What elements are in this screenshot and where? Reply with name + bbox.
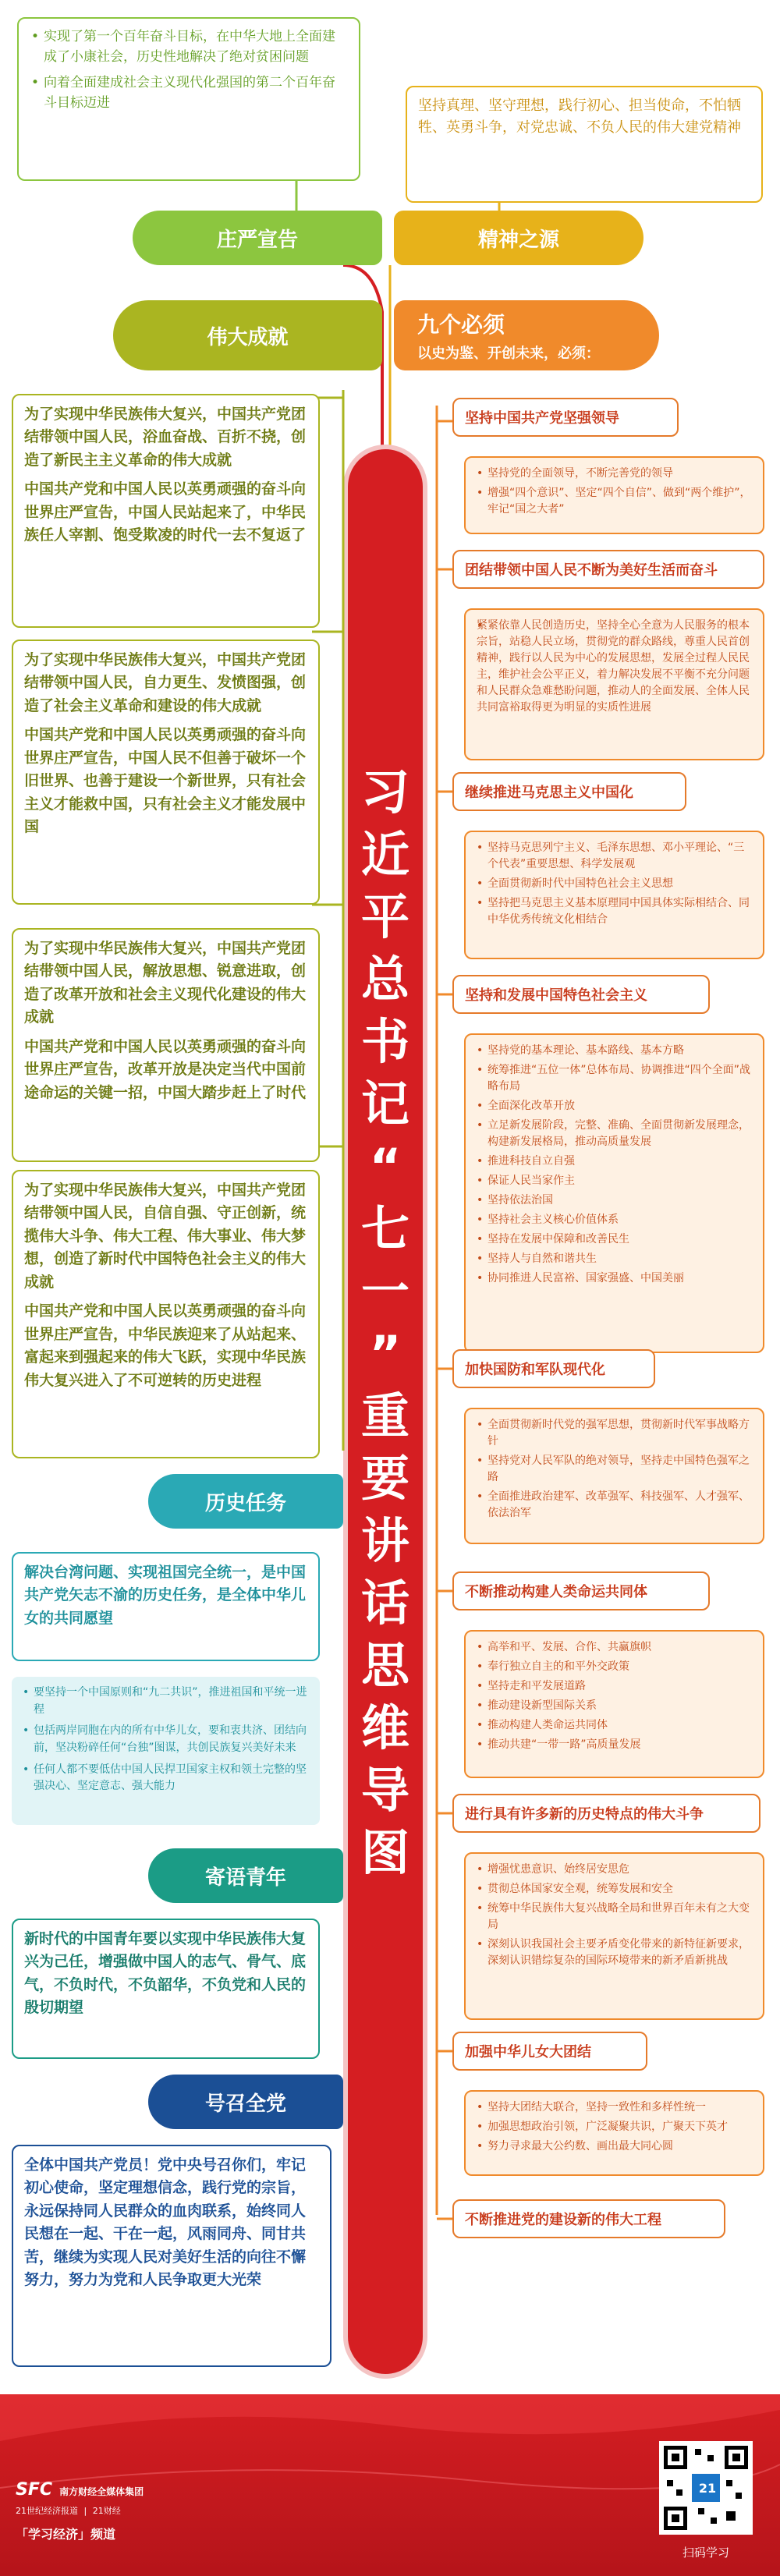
must-4-item: • 协同推进人民富裕、国家强盛、中国美丽: [477, 1270, 752, 1287]
must-4-box: [464, 1033, 764, 1353]
must-8-item: • 努力寻求最大公约数、画出最大同心圆: [477, 2138, 752, 2155]
title-char: 习: [360, 764, 410, 820]
title-char: 平: [360, 888, 410, 945]
must-4-item: • 坚持依法治国: [477, 1192, 752, 1209]
must-4-item: • 统筹推进“五位一体”总体布局、协调推进“四个全面”战略布局: [477, 1062, 752, 1095]
history-list-box: [12, 1677, 320, 1825]
achievement-box-4: [12, 1170, 320, 1458]
must-7-title: 进行具有许多新的历史特点的伟大斗争: [465, 1806, 704, 1823]
pill-achievement-label: 伟大成就: [207, 325, 289, 349]
top-achievement-item: • 向着全面建成社会主义现代化强国的第二个百年奋斗目标迈进: [30, 73, 348, 114]
title-char: 要: [360, 1450, 410, 1507]
title-char: ”: [369, 1325, 402, 1382]
must-3-item: • 全面贯彻新时代中国特色社会主义思想: [477, 876, 752, 892]
title-char: 图: [360, 1824, 410, 1881]
must-4-item: • 坚持社会主义核心价值体系: [477, 1212, 752, 1228]
footer-brand: [16, 2480, 144, 2542]
pill-historical-mission: [148, 1474, 343, 1529]
pill-solemn-label: 庄严宣告: [216, 228, 298, 252]
title-char: 讲: [360, 1512, 410, 1569]
pill-spirit-label: 精神之源: [477, 228, 559, 252]
must-5-item: • 坚持党对人民军队的绝对领导，坚持走中国特色强军之路: [477, 1453, 752, 1486]
nine-musts-subtitle: 以史为鉴、开创未来，必须：: [417, 345, 600, 362]
brand-logo: SFC: [16, 2480, 53, 2500]
must-5-item: • 全面贯彻新时代党的强军思想，贯彻新时代军事战略方针: [477, 1417, 752, 1450]
must-4-item: • 立足新发展阶段，完整、准确、全面贯彻新发展理念，构建新发展格局，推动高质量发展: [477, 1118, 752, 1150]
must-5-heading: [452, 1349, 655, 1388]
must-8-title: 加强中华儿女大团结: [465, 2044, 591, 2060]
must-8-heading: [452, 2032, 647, 2071]
must-1-title: 坚持中国共产党坚强领导: [465, 410, 619, 427]
title-char: 近: [360, 826, 410, 883]
must-4-item: • 坚持党的基本理论、基本路线、基本方略: [477, 1043, 752, 1059]
history-item: • 包括两岸同胞在内的所有中华儿女，要和衷共济、团结向前，坚决粉碎任何“台独”图谋，共创民族复兴美好未来: [23, 1723, 309, 1756]
pill-call-label: 号召全党: [204, 2092, 286, 2116]
must-2-box: [464, 608, 764, 760]
must-7-heading: [452, 1794, 760, 1833]
must-3-item: • 坚持马克思列宁主义、毛泽东思想、邓小平理论、“三个代表”重要思想、科学发展观: [477, 840, 752, 873]
must-4-item: • 坚持人与自然和谐共生: [477, 1251, 752, 1267]
must-4-heading: [452, 975, 710, 1014]
qr-label: 扫码学习: [682, 2546, 729, 2560]
must-2-item: • 紧紧依靠人民创造历史，坚持全心全意为人民服务的根本宗旨，站稳人民立场，贯彻党的群众路线，尊重人民首创精神，践行以人民为中心的发展思想，发展全过程人民民主，维护社会公平正义，着力解决发展不平衡不充分问题和人民群众急难愁盼问题，推动人的全面发展、全体人民共同富裕取得更为明显的实质性进展: [477, 618, 752, 716]
pill-party-call: [148, 2075, 343, 2129]
brand-name: 南方财经全媒体集团: [59, 2486, 144, 2497]
must-6-item: • 推动构建人类命运共同体: [477, 1717, 752, 1734]
main-title: [348, 761, 423, 1884]
must-8-item: • 加强思想政治引领，广泛凝聚共识，广聚天下英才: [477, 2119, 752, 2135]
must-5-box: [464, 1408, 764, 1544]
must-1-item: • 坚持党的全面领导，不断完善党的领导: [477, 466, 752, 482]
must-5-item: • 全面推进政治建军、改革强军、科技强军、人才强军、依法治军: [477, 1489, 752, 1522]
title-char: 记: [360, 1075, 410, 1132]
must-4-title: 坚持和发展中国特色社会主义: [465, 987, 647, 1004]
must-6-item: • 推动共建“一带一路”高质量发展: [477, 1737, 752, 1753]
youth-box: [12, 1919, 320, 2059]
qr-code[interactable]: [659, 2441, 753, 2535]
must-1-item: • 增强“四个意识”、坚定“四个自信”、做到“两个维护”，牢记“国之大者”: [477, 485, 752, 518]
must-8-box: [464, 2090, 764, 2176]
history-item: • 要坚持一个中国原则和“九二共识”，推进祖国和平统一进程: [23, 1685, 309, 1718]
title-char: 七: [360, 1200, 410, 1257]
must-4-item: • 坚持在发展中保障和改善民生: [477, 1231, 752, 1248]
must-6-item: • 高举和平、发展、合作、共赢旗帜: [477, 1639, 752, 1656]
achievement-box-3: [12, 928, 320, 1162]
footer: [0, 2394, 780, 2576]
title-char: 总: [360, 951, 410, 1008]
nine-musts-title: 九个必须: [417, 312, 505, 338]
pill-youth-message: [148, 1848, 343, 1903]
title-char: 话: [360, 1575, 410, 1632]
achievement-2-p1: 为了实现中华民族伟大复兴，中国共产党团结带领中国人民，自力更生、发愤图强，创造了社会主义革命和建设的伟大成就: [24, 651, 307, 714]
title-char: 一: [360, 1263, 410, 1320]
must-2-title: 团结带领中国人民不断为美好生活而奋斗: [465, 562, 718, 579]
must-6-item: • 推动建设新型国际关系: [477, 1698, 752, 1714]
achievement-3-p2: 中国共产党和中国人民以英勇顽强的奋斗向世界庄严宣告，改革开放是决定当代中国前途命运的关键一招，中国大踏步赶上了时代: [24, 1037, 307, 1101]
achievement-1-p1: 为了实现中华民族伟大复兴，中国共产党团结带领中国人民，浴血奋战、百折不挠，创造了新民主主义革命的伟大成就: [24, 406, 307, 469]
must-4-item: • 全面深化改革开放: [477, 1098, 752, 1114]
title-char: 思: [360, 1637, 410, 1694]
achievement-4-p1: 为了实现中华民族伟大复兴，中国共产党团结带领中国人民，自信自强、守正创新，统揽伟大斗争、伟大工程、伟大事业、伟大梦想，创造了新时代中国特色社会主义的伟大成就: [24, 1182, 307, 1291]
right-connectors: [421, 374, 468, 2246]
pill-youth-label: 寄语青年: [204, 1866, 286, 1890]
must-6-title: 不断推动构建人类命运共同体: [465, 1584, 647, 1600]
must-3-item: • 坚持把马克思主义基本原理同中国具体实际相结合、同中华优秀传统文化相结合: [477, 895, 752, 928]
title-char: 书: [360, 1013, 410, 1070]
title-char: 导: [360, 1762, 410, 1819]
qr-badge: 21: [698, 2480, 717, 2496]
achievement-4-p2: 中国共产党和中国人民以英勇顽强的奋斗向世界庄严宣告，中华民族迎来了从站起来、富起来到强起来的伟大飞跃，实现中华民族伟大复兴进入了不可逆转的历史进程: [24, 1302, 307, 1389]
title-char: 重: [360, 1387, 410, 1444]
must-4-item: • 保证人民当家作主: [477, 1173, 752, 1189]
brand-sub-2: 21财经: [92, 2506, 121, 2516]
must-7-item: • 深刻认识我国社会主要矛盾变化带来的新特征新要求，深刻认识错综复杂的国际环境带来的新矛盾新挑战: [477, 1936, 752, 1969]
title-char: “: [369, 1138, 402, 1195]
youth-text: 新时代的中国青年要以实现中华民族伟大复兴为己任，增强做中国人的志气、骨气、底气，不负时代，不负韶华，不负党和人民的殷切期望: [24, 1930, 307, 2017]
title-char: 维: [360, 1699, 410, 1756]
achievement-box-1: [12, 394, 320, 628]
must-6-item: • 奉行独立自主的和平外交政策: [477, 1659, 752, 1675]
must-6-heading: [452, 1571, 710, 1610]
achievement-box-2: [12, 640, 320, 905]
footer-channel: 「学习经济」频道: [16, 2527, 116, 2542]
pill-history-label: 历史任务: [204, 1491, 286, 1515]
call-text: 全体中国共产党员！党中央号召你们，牢记初心使命，坚定理想信念，践行党的宗旨，永远保持同人民群众的血肉联系，始终同人民想在一起、干在一起，风雨同舟、同甘共苦，继续为实现人民对美好生活的向往不懈努力，努力为党和人民争取更大光荣: [24, 2156, 307, 2289]
pill-solemn-declaration: [133, 211, 382, 265]
must-9-heading: [452, 2199, 725, 2238]
brand-sub-1: 21世纪经济报道: [16, 2506, 78, 2516]
history-main-text: 解决台湾问题、实现祖国完全统一，是中国共产党矢志不渝的历史任务，是全体中华儿女的共同愿望: [24, 1564, 307, 1627]
must-8-item: • 坚持大团结大联合，坚持一致性和多样性统一: [477, 2099, 752, 2116]
must-6-item: • 坚持走和平发展道路: [477, 1678, 752, 1695]
must-7-item: • 统筹中华民族伟大复兴战略全局和世界百年未有之大变局: [477, 1901, 752, 1933]
brand-subs: 21世纪经济报道 | 21财经: [16, 2506, 121, 2516]
achievement-3-p1: 为了实现中华民族伟大复兴，中国共产党团结带领中国人民，解放思想、锐意进取，创造了改革开放和社会主义现代化建设的伟大成就: [24, 940, 307, 1026]
must-4-item: • 推进科技自立自强: [477, 1153, 752, 1170]
pill-spirit-source: [394, 211, 644, 265]
history-item: • 任何人都不要低估中国人民捍卫国家主权和领土完整的坚强决心、坚定意志、强大能力: [23, 1762, 309, 1795]
top-achievement-item: • 实现了第一个百年奋斗目标，在中华大地上全面建成了小康社会，历史性地解决了绝对贫困问题: [30, 27, 348, 68]
must-9-title: 不断推进党的建设新的伟大工程: [465, 2212, 661, 2228]
call-box: [12, 2145, 332, 2367]
must-7-item: • 增强忧患意识、始终居安思危: [477, 1862, 752, 1878]
must-5-title: 加快国防和军队现代化: [465, 1362, 605, 1378]
pill-great-achievements: [113, 300, 382, 370]
pill-nine-musts: [394, 300, 659, 370]
must-7-box: [464, 1852, 764, 2020]
must-1-heading: [452, 398, 679, 437]
must-3-heading: [452, 772, 686, 811]
achievement-2-p2: 中国共产党和中国人民以英勇顽强的奋斗向世界庄严宣告，中国人民不但善于破坏一个旧世界、也善于建设一个新世界，只有社会主义才能救中国，只有社会主义才能发展中国: [24, 726, 307, 836]
must-3-title: 继续推进马克思主义中国化: [465, 785, 633, 801]
achievement-1-p2: 中国共产党和中国人民以英勇顽强的奋斗向世界庄严宣告，中国人民站起来了，中华民族任人宰割、饱受欺凌的时代一去不复返了: [24, 480, 307, 544]
history-main-box: [12, 1552, 320, 1661]
must-3-box: [464, 831, 764, 959]
must-2-heading: [452, 550, 764, 589]
must-1-box: [464, 456, 764, 534]
party-spirit-text: 坚持真理、坚守理想，践行初心、担当使命，不怕牺牲、英勇斗争，对党忠诚、不负人民的伟大建党精神: [418, 97, 741, 136]
must-6-box: [464, 1630, 764, 1778]
must-7-item: • 贯彻总体国家安全观，统筹发展和安全: [477, 1881, 752, 1897]
